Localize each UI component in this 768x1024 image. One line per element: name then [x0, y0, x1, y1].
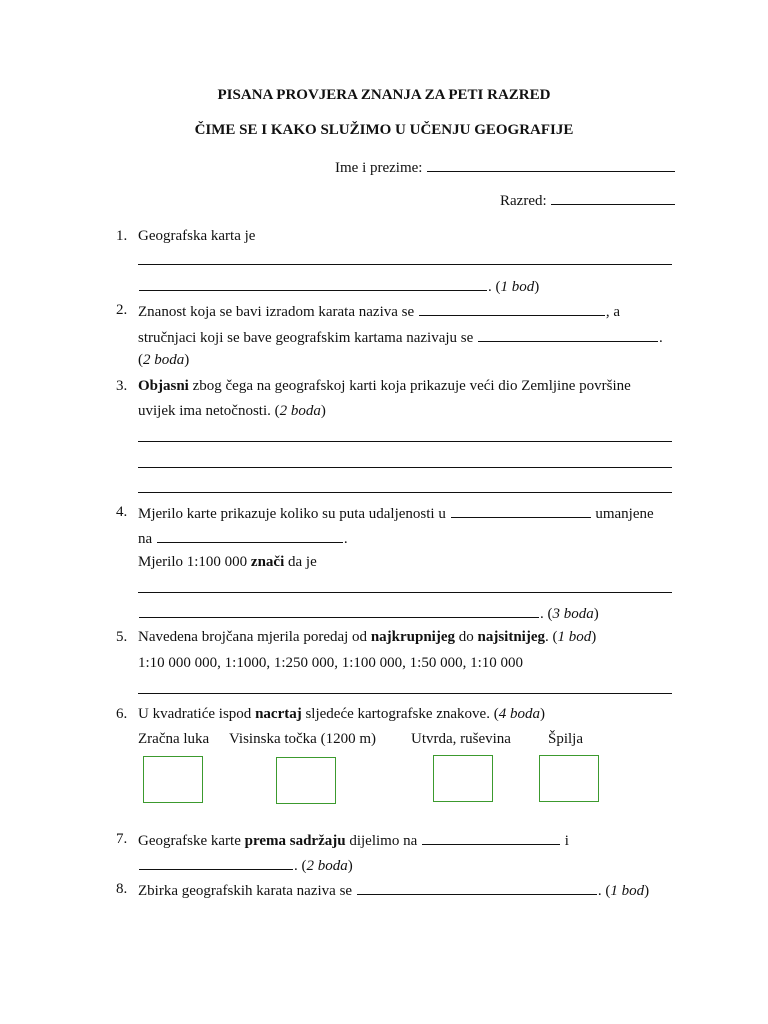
- name-label: Ime i prezime:: [335, 160, 423, 176]
- q7-line1: Geografske karte prema sadržaju dijelimo na i: [138, 830, 569, 850]
- class-label: Razred:: [500, 193, 547, 209]
- q6-drawing-box-fortress[interactable]: [433, 755, 493, 802]
- q1-answer-line[interactable]: [138, 264, 672, 265]
- q4-points: 3 boda: [552, 606, 594, 622]
- q2-line1: Znanost koja se bavi izradom karata naziva se , a: [138, 301, 620, 321]
- q2-number: 2.: [116, 302, 128, 318]
- q3-answer-line-3[interactable]: [138, 492, 672, 493]
- q6-drawing-box-cave[interactable]: [539, 755, 599, 802]
- q7-line2: . (2 boda): [138, 855, 353, 875]
- class-field[interactable]: [500, 190, 676, 210]
- q5-points: 1 bod: [557, 629, 592, 645]
- q6-label-cave: Špilja: [548, 731, 584, 747]
- q4-line3: Mjerilo 1:100 000 znači da je: [138, 554, 317, 570]
- q1-text: Geografska karta je: [138, 228, 256, 244]
- q6-label-height-point: Visinska točka (1200 m): [229, 731, 376, 747]
- q1-answer-end: . (1 bod): [138, 276, 539, 296]
- q5-scales: 1:10 000 000, 1:1000, 1:250 000, 1:100 000, 1:50 000, 1:10 000: [138, 655, 524, 671]
- q7-points: 2 boda: [306, 858, 348, 874]
- q8-line1: Zbirka geografskih karata naziva se . (1 bod): [138, 880, 649, 900]
- q6-line1: U kvadratiće ispod nacrtaj sljedeće kartografske znakove. (4 boda): [138, 706, 545, 722]
- q3-answer-line-1[interactable]: [138, 441, 672, 442]
- q5-number: 5.: [116, 629, 128, 645]
- q4-number: 4.: [116, 504, 128, 520]
- q7-number: 7.: [116, 831, 128, 847]
- test-subtitle: ČIME SE I KAKO SLUŽIMO U UČENJU GEOGRAFIJE: [194, 122, 574, 138]
- q4-line2: na .: [138, 528, 348, 548]
- q6-points: 4 boda: [498, 706, 540, 722]
- q2-points-line: (2 boda): [138, 352, 190, 368]
- q4-answer-end: . (3 boda): [138, 603, 599, 623]
- q4-answer-line[interactable]: [138, 592, 672, 593]
- q4-line1: Mjerilo karte prikazuje koliko su puta udaljenosti u umanjene: [138, 503, 654, 523]
- q3-line1: Objasni zbog čega na geografskoj karti koja prikazuje veći dio Zemljine površine: [138, 378, 631, 394]
- q2-line2: stručnjaci koji se bave geografskim kartama nazivaju se .: [138, 327, 663, 347]
- q5-answer-line[interactable]: [138, 693, 672, 694]
- q1-points: 1 bod: [500, 279, 535, 295]
- q6-label-airport: Zračna luka: [138, 731, 210, 747]
- q3-line2: uvijek ima netočnosti. (2 boda): [138, 403, 326, 419]
- name-field[interactable]: [335, 157, 676, 177]
- q3-answer-line-2[interactable]: [138, 467, 672, 468]
- q2-points: 2 boda: [143, 352, 185, 368]
- q3-points: 2 boda: [279, 403, 321, 419]
- q8-points: 1 bod: [610, 883, 645, 899]
- q6-label-fortress: Utvrda, ruševina: [411, 731, 511, 747]
- q6-drawing-box-airport[interactable]: [143, 756, 203, 803]
- q1-number: 1.: [116, 228, 128, 244]
- q6-number: 6.: [116, 706, 128, 722]
- q6-drawing-box-height-point[interactable]: [276, 757, 336, 804]
- q3-number: 3.: [116, 378, 128, 394]
- q5-line1: Navedena brojčana mjerila poredaj od najkrupnijeg do najsitnijeg. (1 bod): [138, 629, 597, 645]
- test-title: PISANA PROVJERA ZNANJA ZA PETI RAZRED: [217, 87, 551, 103]
- q8-number: 8.: [116, 881, 128, 897]
